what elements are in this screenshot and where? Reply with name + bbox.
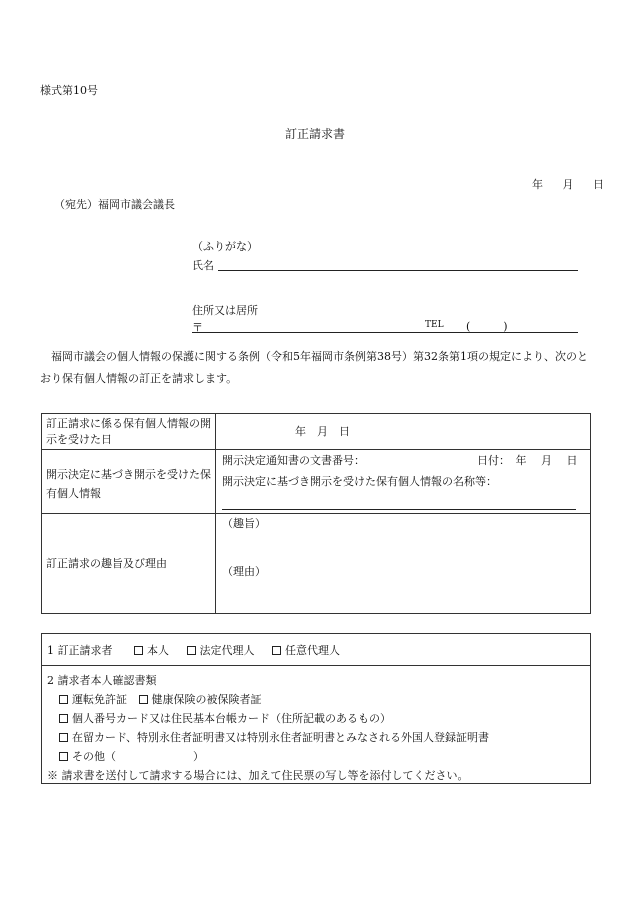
table-divider bbox=[42, 513, 590, 514]
doc-number-label[interactable]: 開示決定通知書の文書番号： bbox=[222, 454, 365, 467]
id-docs-label: 2 請求者本人確認書類 bbox=[47, 674, 157, 687]
date-month: 月 bbox=[562, 178, 574, 191]
doc-mynumber[interactable] bbox=[59, 710, 391, 726]
checkbox-icon[interactable] bbox=[139, 695, 148, 704]
doc-residence-card[interactable] bbox=[59, 729, 489, 745]
disclosure-date-value[interactable]: 年 月 日 bbox=[295, 425, 350, 438]
reason-label[interactable]: （理由） bbox=[222, 565, 266, 578]
doc-other[interactable] bbox=[59, 748, 204, 764]
name-field-line[interactable] bbox=[218, 270, 578, 271]
date-day: 日 bbox=[593, 178, 604, 191]
purpose-reason-label: 訂正請求の趣旨及び理由 bbox=[46, 557, 167, 570]
note-text: ※ 請求書を送付して請求する場合には、加えて住民票の写し等を添付してください。 bbox=[47, 769, 469, 782]
checkbox-icon[interactable] bbox=[59, 733, 68, 742]
requester-type-label: 1 訂正請求者 bbox=[47, 644, 113, 657]
table-divider bbox=[42, 665, 590, 666]
checkbox-icon[interactable] bbox=[187, 646, 196, 655]
requester-type-row bbox=[47, 642, 340, 658]
doc-license-label: 運転免許証 bbox=[72, 693, 127, 706]
postal-mark-icon: 〒 bbox=[192, 321, 203, 334]
name-label: 氏名 bbox=[192, 259, 214, 272]
request-date bbox=[532, 176, 604, 192]
form-number: 様式第10号 bbox=[40, 84, 98, 97]
tel-label: TEL bbox=[425, 320, 444, 330]
checkbox-icon[interactable] bbox=[134, 646, 143, 655]
intro-text: 福岡市議会の個人情報の保護に関する条例（令和5年福岡市条例第38号）第32条第1項の規定により、次のとおり保有個人情報の訂正を請求します。 bbox=[40, 350, 588, 385]
doc-mynumber-label: 個人番号カード又は住民基本台帳カード（住所記載のあるもの） bbox=[72, 712, 391, 725]
disclosure-date-label: 訂正請求に係る保有個人情報の開示を受けた日 bbox=[46, 417, 211, 446]
doc-other-label: その他（ ） bbox=[72, 750, 204, 763]
disclosed-info-label: 開示決定に基づき開示を受けた保有個人情報 bbox=[46, 468, 211, 500]
checkbox-icon[interactable] bbox=[59, 752, 68, 761]
table-divider bbox=[42, 449, 590, 450]
info-name-field-line[interactable] bbox=[222, 509, 576, 510]
requester-id-table bbox=[41, 633, 591, 784]
correction-details-table bbox=[41, 413, 591, 614]
notice-date-label[interactable]: 日付： 年 月 日 bbox=[477, 454, 578, 467]
purpose-label[interactable]: （趣旨） bbox=[222, 517, 266, 530]
opt-legal-label: 法定代理人 bbox=[199, 644, 255, 657]
tel-parens: ( ) bbox=[466, 320, 508, 333]
opt-voluntary-rep[interactable] bbox=[272, 644, 340, 657]
info-name-label[interactable]: 開示決定に基づき開示を受けた保有個人情報の名称等： bbox=[222, 475, 497, 488]
id-docs-row1 bbox=[59, 691, 262, 707]
furigana-label: （ふりがな） bbox=[192, 240, 258, 253]
opt-legal-rep[interactable] bbox=[187, 644, 255, 657]
opt-self-label: 本人 bbox=[147, 644, 169, 657]
address-field-line[interactable] bbox=[192, 332, 578, 333]
doc-license[interactable] bbox=[59, 693, 127, 706]
addressee: （宛先）福岡市議会議長 bbox=[54, 198, 175, 211]
checkbox-icon[interactable] bbox=[59, 695, 68, 704]
checkbox-icon[interactable] bbox=[272, 646, 281, 655]
checkbox-icon[interactable] bbox=[59, 714, 68, 723]
doc-insurance-label: 健康保険の被保険者証 bbox=[151, 693, 262, 706]
date-year: 年 bbox=[532, 178, 543, 191]
doc-insurance[interactable] bbox=[139, 693, 262, 706]
doc-residence-label: 在留カード、特別永住者証明書又は特別永住者証明書とみなされる外国人登録証明書 bbox=[72, 731, 490, 744]
address-label: 住所又は居所 bbox=[192, 304, 258, 317]
opt-self[interactable] bbox=[134, 644, 169, 657]
page-title: 訂正請求書 bbox=[284, 127, 345, 141]
opt-voluntary-label: 任意代理人 bbox=[285, 644, 340, 657]
